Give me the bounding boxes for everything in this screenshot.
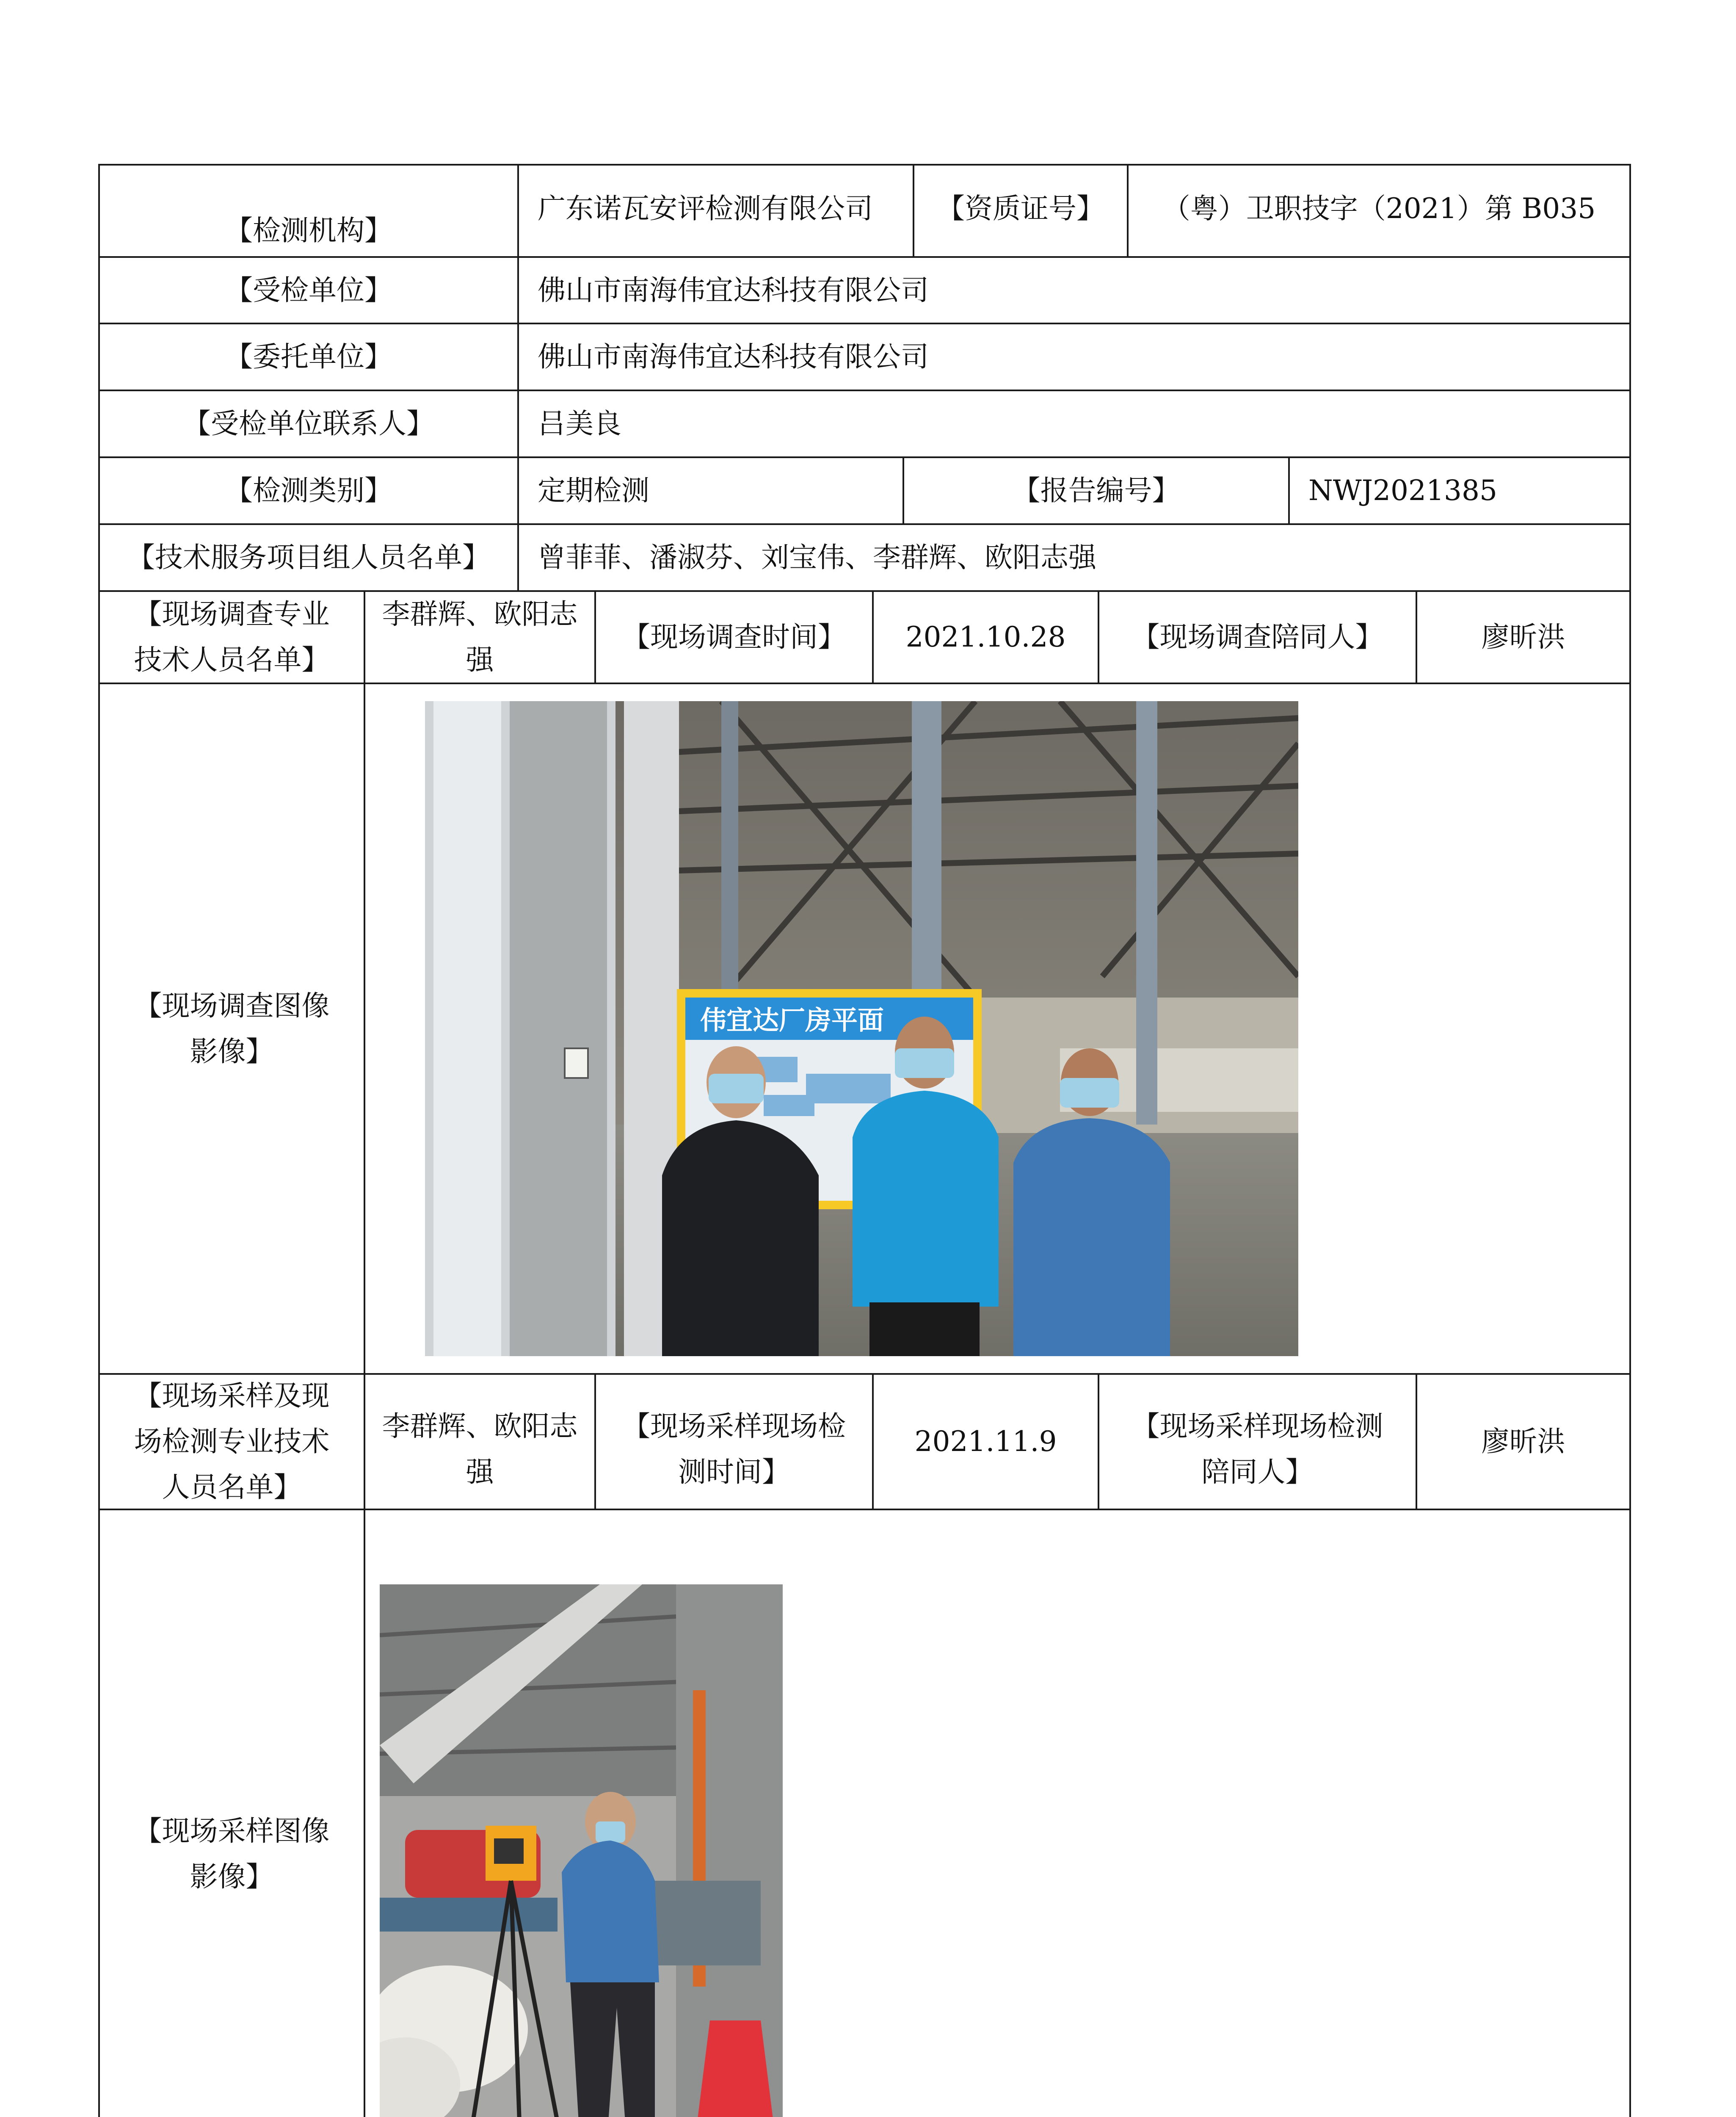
agency-label: 【检测机构】 bbox=[225, 214, 392, 247]
survey-image-label bbox=[100, 684, 364, 1373]
col-divider bbox=[364, 590, 365, 2117]
sampling-photo bbox=[380, 1584, 783, 2117]
category-value: 定期检测 bbox=[538, 474, 649, 507]
survey-photo bbox=[425, 701, 1298, 1356]
sampling-image-label-line1: 【现场采样图像 bbox=[134, 1814, 330, 1847]
survey-staff-label bbox=[100, 592, 364, 683]
client-unit-label: 【委托单位】 bbox=[225, 340, 392, 373]
survey-companion-label: 【现场调查陪同人】 bbox=[1132, 621, 1383, 653]
survey-image-label-line1: 【现场调查图像 bbox=[134, 989, 330, 1022]
report-number-label: 【报告编号】 bbox=[1012, 474, 1180, 507]
sampling-companion-label bbox=[1099, 1375, 1416, 1509]
sampling-companion-value: 廖昕洪 bbox=[1481, 1425, 1565, 1458]
sampling-staff-label bbox=[100, 1375, 364, 1509]
sampling-companion-label-line1: 【现场采样现场检测 bbox=[1132, 1410, 1383, 1443]
sampling-time-label bbox=[596, 1375, 872, 1509]
sampling-time-label-line2: 测时间】 bbox=[678, 1456, 790, 1488]
survey-time-label: 【现场调查时间】 bbox=[622, 621, 846, 653]
survey-time-value: 2021.10.28 bbox=[905, 621, 1066, 653]
inspected-unit-label: 【受检单位】 bbox=[225, 274, 392, 307]
sampling-staff-label-line2: 场检测专业技术 bbox=[134, 1425, 330, 1458]
inspected-unit-value: 佛山市南海伟宜达科技有限公司 bbox=[538, 274, 929, 307]
report-number-value: NWJ2021385 bbox=[1308, 474, 1497, 507]
svg-text:伟宜达厂房平面: 伟宜达厂房平面 bbox=[700, 1005, 884, 1036]
survey-image-label-line2: 影像】 bbox=[190, 1035, 274, 1068]
sampling-staff-label-line3: 人员名单】 bbox=[162, 1471, 302, 1503]
survey-staff-value bbox=[365, 592, 594, 683]
survey-staff-label-line1: 【现场调查专业 bbox=[134, 598, 330, 630]
sampling-staff-value-line2: 强 bbox=[466, 1456, 494, 1488]
team-label: 【技术服务项目组人员名单】 bbox=[127, 541, 490, 574]
sampling-staff-value bbox=[365, 1375, 594, 1509]
sampling-companion-label-line2: 陪同人】 bbox=[1201, 1456, 1314, 1488]
survey-staff-value-line2: 强 bbox=[466, 644, 494, 676]
category-label: 【检测类别】 bbox=[225, 474, 392, 507]
team-value: 曾菲菲、潘淑芬、刘宝伟、李群辉、欧阳志强 bbox=[538, 541, 1096, 574]
contact-value: 吕美良 bbox=[538, 407, 621, 440]
sampling-staff-label-line1: 【现场采样及现 bbox=[134, 1379, 330, 1412]
cert-label: 【资质证号】 bbox=[937, 192, 1104, 225]
table-border-right bbox=[1629, 164, 1631, 2117]
client-unit-value: 佛山市南海伟宜达科技有限公司 bbox=[538, 340, 929, 373]
survey-staff-label-line2: 技术人员名单】 bbox=[134, 644, 330, 676]
survey-staff-value-line1: 李群辉、欧阳志 bbox=[382, 598, 578, 630]
sampling-time-value: 2021.11.9 bbox=[914, 1425, 1057, 1458]
survey-companion-value: 廖昕洪 bbox=[1481, 621, 1565, 653]
sampling-image-label bbox=[100, 1510, 364, 2117]
cert-value: （粤）卫职技字（2021）第 B035 bbox=[1162, 192, 1596, 225]
sampling-staff-value-line1: 李群辉、欧阳志 bbox=[382, 1410, 578, 1443]
sampling-time-label-line1: 【现场采样现场检 bbox=[622, 1410, 846, 1443]
agency-value: 广东诺瓦安评检测有限公司 bbox=[538, 192, 873, 225]
sampling-image-label-line2: 影像】 bbox=[190, 1860, 274, 1893]
contact-label: 【受检单位联系人】 bbox=[183, 407, 434, 440]
